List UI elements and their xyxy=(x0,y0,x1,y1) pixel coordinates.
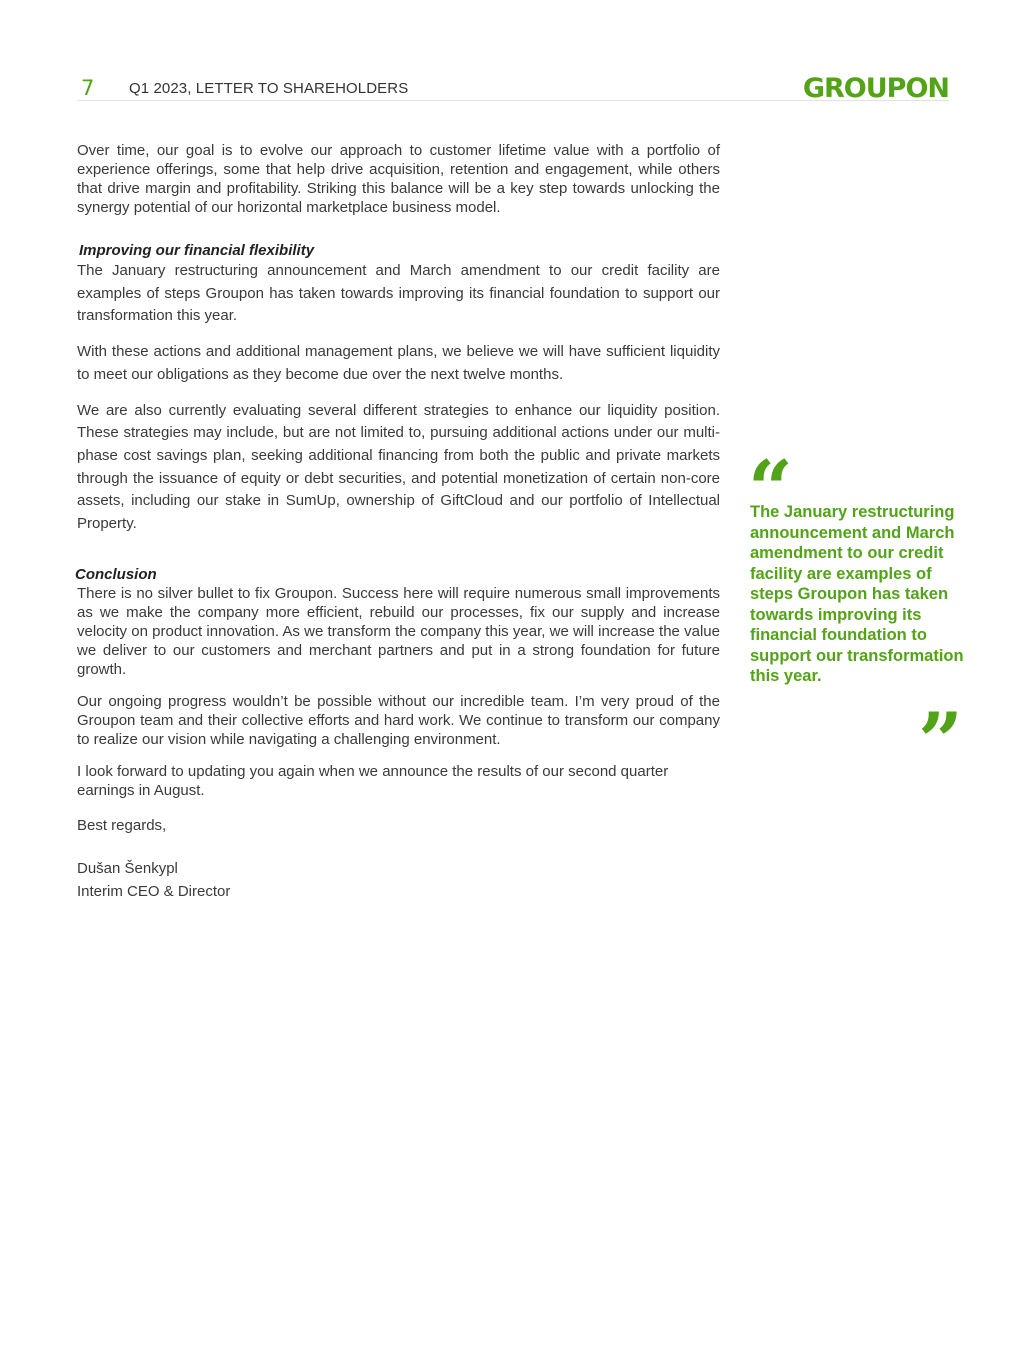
conclusion-paragraph-1: There is no silver bullet to fix Groupon. Success here will require numerous small improvements as we make the company more efficient, rebuild our processes, fix our supply and increase velocity on product innovation. As we transform the company this year, we will increase the value we deliver to our customers and merchant partners and put in a strong foundation for future growth. xyxy=(77,584,720,678)
pull-quote xyxy=(748,444,975,787)
groupon-logo: GROUPON xyxy=(802,73,949,104)
conclusion-paragraph-3: I look forward to updating you again when we announce the results of our second quarter earnings in August. xyxy=(77,762,669,799)
page-number: 7 xyxy=(81,76,95,100)
open-quote-icon: “ xyxy=(748,444,793,535)
signer-title: Interim CEO & Director xyxy=(77,882,231,900)
conclusion-paragraph-2: Our ongoing progress wouldn’t be possible without our incredible team. I’m very proud of the Groupon team and their collective efforts and hard work. We continue to transform our company to realize our vision while navigating a challenging environment. xyxy=(77,692,720,748)
letter-body xyxy=(77,141,720,903)
closing-salutation: Best regards, xyxy=(77,816,167,834)
page-header xyxy=(77,70,949,104)
pull-quote-text: The January restructuring announcement and March amendment to our credit facility are examples of steps Groupon has taken towards improving its financial foundation to support our transformation this year. xyxy=(750,503,964,685)
intro-paragraph: Over time, our goal is to evolve our approach to customer lifetime value with a portfolio of experience offerings, some that help drive acquisition, retention and engagement, while others that drive margin and profitability. Striking this balance will be a key step towards unlocking the synergy potential of our horizontal marketplace business model. xyxy=(77,142,720,216)
financial-paragraph-3: We are also currently evaluating several different strategies to enhance our liquidity position. These strategies may include, but are not limited to, pursuing additional actions under our multi-phase cost savings plan, seeking additional financing from both the public and private markets through the issuance of equity or debt securities, and potential monetization of certain non-core assets, including our stake in SumUp, ownership of GiftCloud and our portfolio of Intellectual Property. xyxy=(77,401,720,533)
close-quote-icon: ” xyxy=(918,696,963,787)
signer-name: Dušan Šenkypl xyxy=(77,859,178,877)
document-title: Q1 2023, LETTER TO SHAREHOLDERS xyxy=(129,80,409,97)
financial-paragraph-1: The January restructuring announcement and March amendment to our credit facility are examples of steps Groupon has taken towards improving its financial foundation to support our transformation this year. xyxy=(77,262,720,325)
section-heading-financial-flexibility: Improving our financial flexibility xyxy=(79,242,315,259)
section-heading-conclusion: Conclusion xyxy=(75,565,157,583)
financial-paragraph-2: With these actions and additional management plans, we believe we will have sufficient liquidity to meet our obligations as they become due over the next twelve months. xyxy=(77,343,720,383)
